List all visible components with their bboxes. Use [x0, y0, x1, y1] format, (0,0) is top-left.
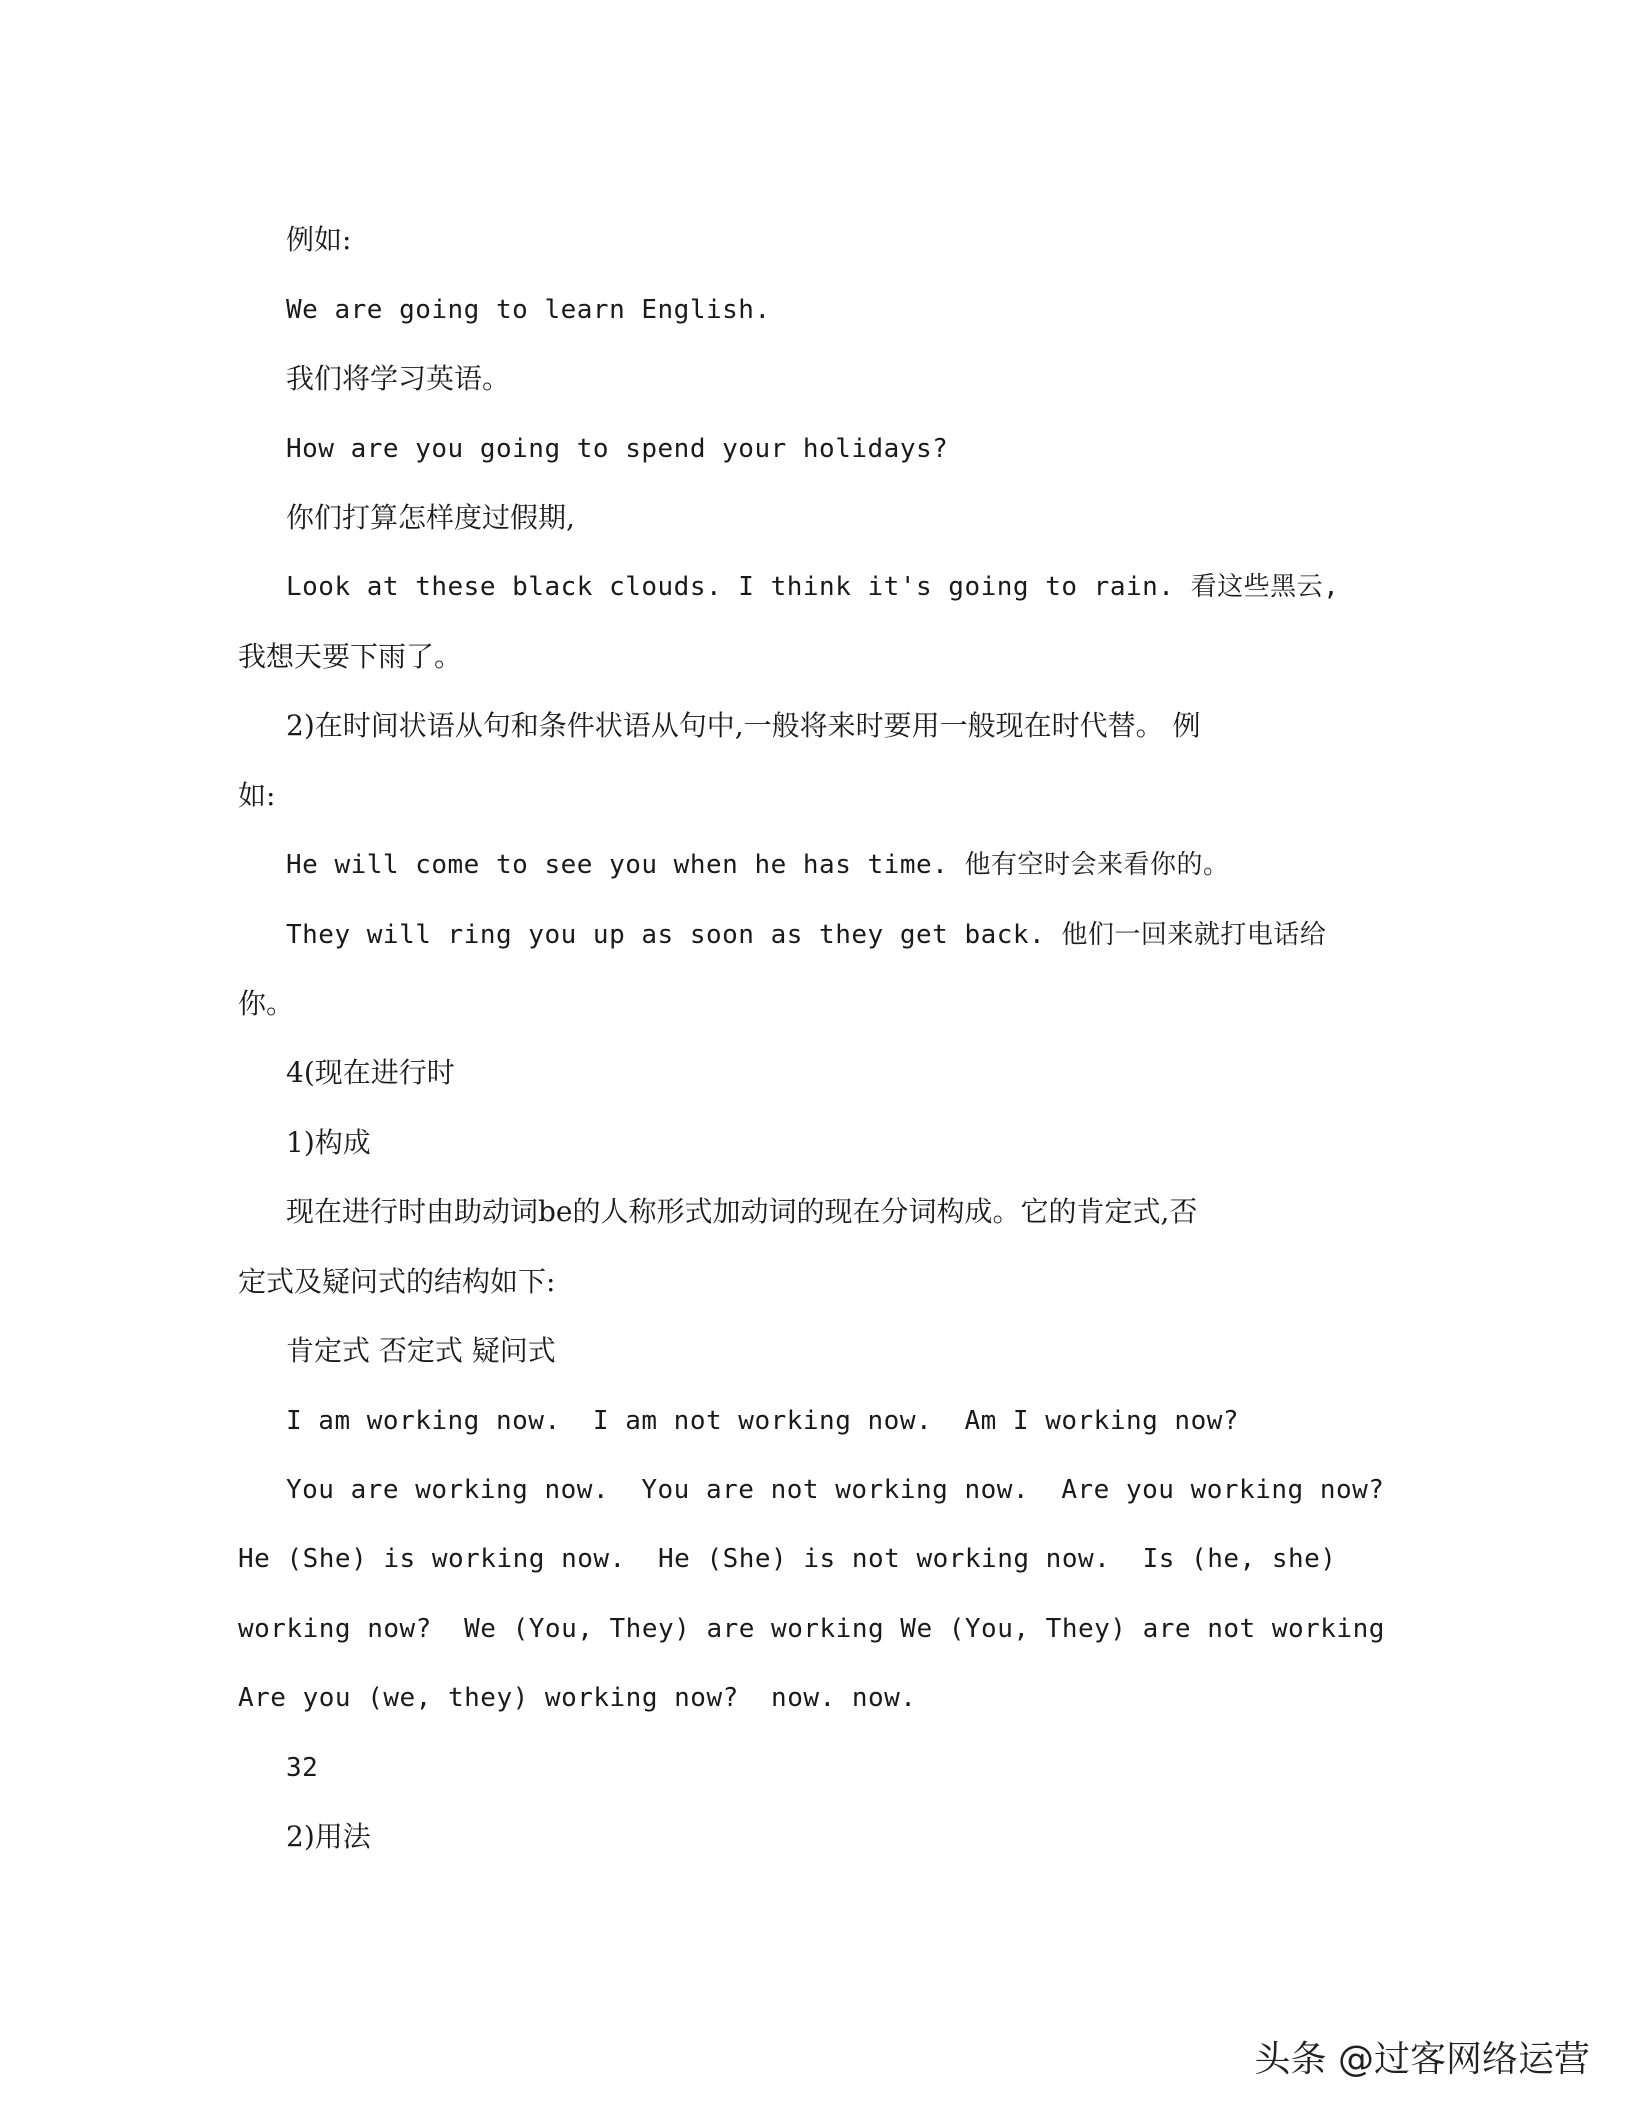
text-line: 现在进行时由助动词be的人称形式加动词的现在分词构成。它的肯定式,否 — [286, 1195, 1198, 1228]
text-line: 你们打算怎样度过假期, — [286, 501, 575, 534]
text-line: I am working now. I am not working now. Am I working now? — [286, 1406, 1240, 1436]
text-line: 你。 — [238, 987, 295, 1020]
text-line: They will ring you up as soon as they get back. 他们一回来就打电话给 — [286, 920, 1327, 950]
section-heading: 4(现在进行时 — [286, 1056, 455, 1089]
text-line: How are you going to spend your holidays? — [286, 434, 949, 464]
text-line: We are going to learn English. — [286, 295, 771, 325]
subsection-heading: 1)构成 — [286, 1126, 371, 1159]
text-line: 肯定式 否定式 疑问式 — [286, 1334, 556, 1367]
text-line: working now? We (You, They) are working We (You, They) are not working — [238, 1614, 1385, 1644]
text-line: 如: — [238, 779, 276, 812]
text-line: Are you (we, they) working now? now. now. — [238, 1683, 917, 1713]
subsection-heading: 2)用法 — [286, 1820, 371, 1853]
text-line: 定式及疑问式的结构如下: — [238, 1265, 556, 1298]
text-line: He will come to see you when he has time. 他有空时会来看你的。 — [286, 850, 1230, 880]
watermark: 头条 @过客网络运营 — [1254, 2039, 1590, 2080]
text-line: 我想天要下雨了。 — [238, 640, 463, 673]
page-number: 32 — [286, 1753, 319, 1783]
text-line: He (She) is working now. He (She) is not working now. Is (he, she) — [238, 1544, 1337, 1574]
text-line: Look at these black clouds. I think it's going to rain. 看这些黑云, — [286, 572, 1340, 602]
text-line: You are working now. You are not working now. Are you working now? — [286, 1475, 1385, 1505]
text-line: 2)在时间状语从句和条件状语从句中,一般将来时要用一般现在时代替。 例 — [286, 709, 1201, 742]
text-line: 例如: — [286, 223, 352, 256]
text-line: 我们将学习英语。 — [286, 362, 511, 395]
